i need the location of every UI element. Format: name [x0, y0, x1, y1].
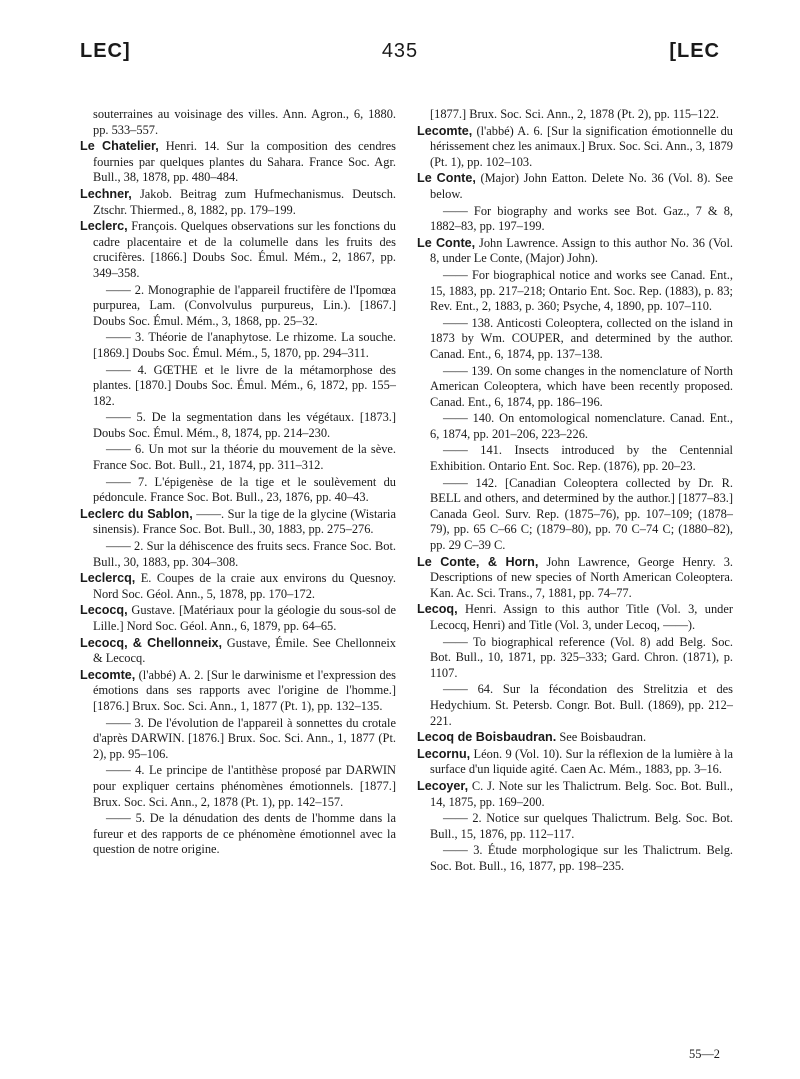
entry-text: —— 7. L'épigenèse de la tige et le soulèvement du pédoncule. France Soc. Bot. Bull., 23, 1876, pp. 40–43.: [93, 474, 396, 505]
entry-text: François. Quelques observations sur les fonctions du cadre placentaire et de la columelle dans les fruits des crucifères. [1866.] Doubs Soc. Émul. Mém., 2, 1867, pp. 349–358.: [93, 219, 396, 280]
bibliography-entry: [417, 843, 733, 874]
right-column: [417, 107, 733, 876]
entry-text: —— 5. De la segmentation dans les végétaux. [1873.] Doubs Soc. Émul. Mém., 8, 1874, pp. 214–230.: [93, 410, 396, 440]
entry-text: Henri. Assign to this author Title (Vol. 3, under Lecocq, Henri) and Title (Vol. 3, under Lecoq, ——).: [430, 602, 733, 632]
entry-text: —— To biographical reference (Vol. 8) add Belg. Soc. Bot. Bull., 10, 1871, pp. 325–333; Gard. Chron. (1871), p. 1107.: [430, 634, 733, 680]
bibliography-entry: [80, 107, 396, 138]
bibliography-entry: [417, 364, 733, 411]
entry-text: See Boisbaudran.: [556, 730, 647, 745]
bibliography-entry: [80, 442, 396, 473]
entry-text: —— 4. GŒTHE et le livre de la métamorphose des plantes. [1870.] Doubs Soc. Émul. Mém., 6, 1872, pp. 155–182.: [93, 362, 396, 408]
bibliography-entry: [417, 811, 733, 842]
entry-text: Gustave. [Matériaux pour la géologie du sous-sol de Lille.] Nord Soc. Géol. Ann., 6, 1879, pp. 64–65.: [93, 603, 396, 633]
bibliography-entry: [80, 139, 396, 186]
bibliography-entry: [80, 507, 396, 538]
entry-text: [1877.] Brux. Soc. Sci. Ann., 2, 1878 (Pt. 2), pp. 115–122.: [430, 107, 719, 121]
entry-text: —— For biography and works see Bot. Gaz., 7 & 8, 1882–83, pp. 197–199.: [430, 203, 733, 234]
bibliography-entry: [80, 763, 396, 810]
bibliography-entry: [80, 283, 396, 330]
bibliography-entry: [417, 555, 733, 602]
entry-author: Lecornu,: [417, 746, 471, 761]
bibliography-entry: [417, 268, 733, 315]
page-number: 435: [381, 40, 419, 62]
bibliography-entry: [417, 316, 733, 363]
bibliography-entry: [417, 204, 733, 235]
header-left: LEC]: [80, 40, 131, 62]
entry-text: C. J. Note sur les Thalictrum. Belg. Soc. Bot. Bull., 14, 1875, pp. 169–200.: [430, 778, 733, 809]
bibliography-entry: [80, 187, 396, 218]
entry-author: Le Conte,: [417, 235, 476, 250]
entry-author: Leclerc,: [80, 219, 128, 234]
bibliography-entry: [80, 539, 396, 570]
entry-text: —— 3. Théorie de l'anaphytose. Le rhizome. La souche. [1869.] Doubs Soc. Émul. Mém., 5, 1870, pp. 294–311.: [93, 330, 396, 360]
bibliography-entry: [417, 779, 733, 810]
entry-text: —— 2. Notice sur quelques Thalictrum. Belg. Soc. Bot. Bull., 15, 1876, pp. 112–117.: [430, 811, 733, 841]
bibliography-entry: [80, 219, 396, 281]
header-right: [LEC: [669, 40, 720, 62]
entry-author: Le Chatelier,: [80, 139, 159, 154]
entry-author: Lecoq de Boisbaudran.: [417, 730, 557, 745]
entry-text: —— 141. Insects introduced by the Centennial Exhibition. Ontario Ent. Soc. Rep. (1876), pp. 20–23.: [430, 443, 733, 474]
bibliography-entry: [417, 124, 733, 171]
left-column: [80, 107, 396, 859]
entry-author: Lecomte,: [80, 667, 136, 682]
entry-text: —— 2. Monographie de l'appareil fructifère de l'Ipomœa purpurea, Lam. (Convolvulus purpureus, Lin.). [1867.] Doubs Soc. Émul. Mém., 3, 1868, pp. 25–32.: [93, 282, 396, 328]
entry-author: Lecoq,: [417, 602, 458, 617]
bibliography-entry: [417, 171, 733, 202]
bibliography-entry: [417, 443, 733, 474]
entry-text: —— 139. On some changes in the nomenclature of North American Coleoptera, which have been recently proposed. Canad. Ent., 6, 1874, pp. 186–196.: [430, 363, 733, 409]
bibliography-entry: [417, 635, 733, 682]
signature-mark: 55—2: [689, 1047, 720, 1061]
entry-author: Lecoyer,: [417, 778, 469, 793]
entry-text: —— 2. Sur la déhiscence des fruits secs. France Soc. Bot. Bull., 30, 1883, pp. 304–308.: [93, 539, 396, 569]
entry-text: E. Coupes de la craie aux environs du Quesnoy. Nord Soc. Géol. Ann., 5, 1878, pp. 170–172.: [93, 571, 396, 601]
bibliography-entry: [80, 716, 396, 763]
bibliography-entry: [80, 811, 396, 858]
entry-author: Lecocq, & Chellonneix,: [80, 635, 222, 650]
bibliography-entry: [80, 410, 396, 441]
bibliography-entry: [80, 668, 396, 715]
entry-text: —— 142. [Canadian Coleoptera collected by Dr. R. BELL and others, and determined by the author.] [1877–83.] Canada Geol. Surv. Rep. (1875–76), pp. 107–109; (1878–79), pp. 65 C–66 C; (1879–80), pp. 70 C–74 C; (1880–82), pp. 29 C–39 C.: [430, 475, 733, 553]
entry-text: Henri. 14. Sur la composition des cendres fournies par quelques plantes du Sahara. France Soc. Agr. Bull., 38, 1878, pp. 480–484.: [93, 139, 396, 185]
entry-text: —— 140. On entomological nomenclature. Canad. Ent., 6, 1874, pp. 201–206, 223–226.: [430, 411, 733, 441]
entry-text: —— For biographical notice and works see Canad. Ent., 15, 1883, pp. 217–218; Ontario Ent. Soc. Rep. (1883), p. 83; Rev. Ent., 2, 1883, p. 360; Psyche, 4, 1890, pp. 107–110.: [430, 267, 733, 314]
entry-text: —— 3. Étude morphologique sur les Thalictrum. Belg. Soc. Bot. Bull., 16, 1877, pp. 198–235.: [430, 843, 733, 873]
bibliography-entry: [417, 476, 733, 554]
entry-text: —— 3. De l'évolution de l'appareil à sonnettes du crotale d'après DARWIN. [1876.] Brux. Soc. Sci. Ann., 1, 1877 (Pt. 2), pp. 95–106.: [93, 715, 396, 761]
bibliography-entry: [80, 475, 396, 506]
entry-text: —— 64. Sur la fécondation des Strelitzia et des Hedychium. St. Petersb. Congr. Bot. Bull. (1869), pp. 212–221.: [430, 682, 733, 728]
entry-text: (Major) John Eatton. Delete No. 36 (Vol. 8). See below.: [430, 171, 734, 201]
entry-text: Jakob. Beitrag zum Hufmechanismus. Deutsch. Ztschr. Thiermed., 8, 1882, pp. 179–199.: [93, 186, 396, 217]
entry-text: —— 138. Anticosti Coleoptera, collected on the island in 1873 by Wm. COUPER, and determined by the author. Canad. Ent., 6, 1874, pp. 137–138.: [430, 315, 733, 361]
entry-author: Le Conte, & Horn,: [417, 554, 539, 569]
bibliography-entry: [417, 602, 733, 633]
entry-text: John Lawrence, George Henry. 3. Descriptions of new species of North American Coleoptera. Kan. Ac. Sci. Trans., 7, 1881, pp. 74–77.: [430, 554, 733, 600]
entry-author: Le Conte,: [417, 171, 476, 186]
entry-author: Leclercq,: [80, 571, 136, 586]
entry-text: souterraines au voisinage des villes. Ann. Agron., 6, 1880. pp. 533–557.: [93, 107, 396, 137]
bibliography-entry: [80, 363, 396, 410]
bibliography-entry: [417, 236, 733, 267]
bibliography-entry: [417, 411, 733, 442]
bibliography-entry: [80, 571, 396, 602]
entry-text: ——. Sur la tige de la glycine (Wistaria sinensis). France Soc. Bot. Bull., 30, 1883, pp. 275–276.: [93, 506, 396, 537]
entry-text: —— 4. Le principe de l'antithèse proposé par DARWIN pour expliquer certains phénomènes émotionnels. [1877.] Brux. Soc. Sci. Ann., 2, 1878 (Pt. 1), pp. 142–157.: [93, 763, 396, 809]
running-header: [80, 40, 720, 70]
entry-author: Lechner,: [80, 186, 132, 201]
entry-text: John Lawrence. Assign to this author No. 36 (Vol. 8, under Le Conte, (Major) John).: [430, 235, 734, 266]
bibliography-entry: [80, 330, 396, 361]
bibliography-entry: [80, 603, 396, 634]
bibliography-entry: [80, 636, 396, 667]
entry-author: Lecomte,: [417, 123, 473, 138]
bibliography-entry: [417, 747, 733, 778]
entry-text: —— 5. De la dénudation des dents de l'homme dans la fureur et des rapports de ce phénomène émotionnel avec la question de notre origine.: [93, 811, 396, 857]
bibliography-entry: [417, 682, 733, 729]
entry-text: Gustave, Émile. See Chellonneix & Lecocq.: [93, 635, 396, 666]
entry-text: —— 6. Un mot sur la théorie du mouvement de la sève. France Soc. Bot. Bull., 21, 1874, pp. 311–312.: [93, 442, 396, 473]
entry-text: (l'abbé) A. 2. [Sur le darwinisme et l'expression des émotions dans ses rapports avec l'origine de l'homme.] [1876.] Brux. Soc. Sci. Ann., 1, 1877 (Pt. 1), pp. 132–135.: [93, 667, 396, 713]
entry-text: (l'abbé) A. 6. [Sur la signification émotionnelle du hérissement chez les animaux.] Brux. Soc. Sci. Ann., 3, 1879 (Pt. 1), pp. 102–103.: [430, 123, 733, 169]
bibliography-entry: [417, 730, 733, 746]
entry-author: Lecocq,: [80, 603, 128, 618]
entry-text: Léon. 9 (Vol. 10). Sur la réflexion de la lumière à la surface d'un liquide agité. Caen Ac. Mém., 1883, pp. 3–16.: [430, 746, 733, 777]
bibliography-entry: [417, 107, 733, 123]
entry-author: Leclerc du Sablon,: [80, 506, 193, 521]
